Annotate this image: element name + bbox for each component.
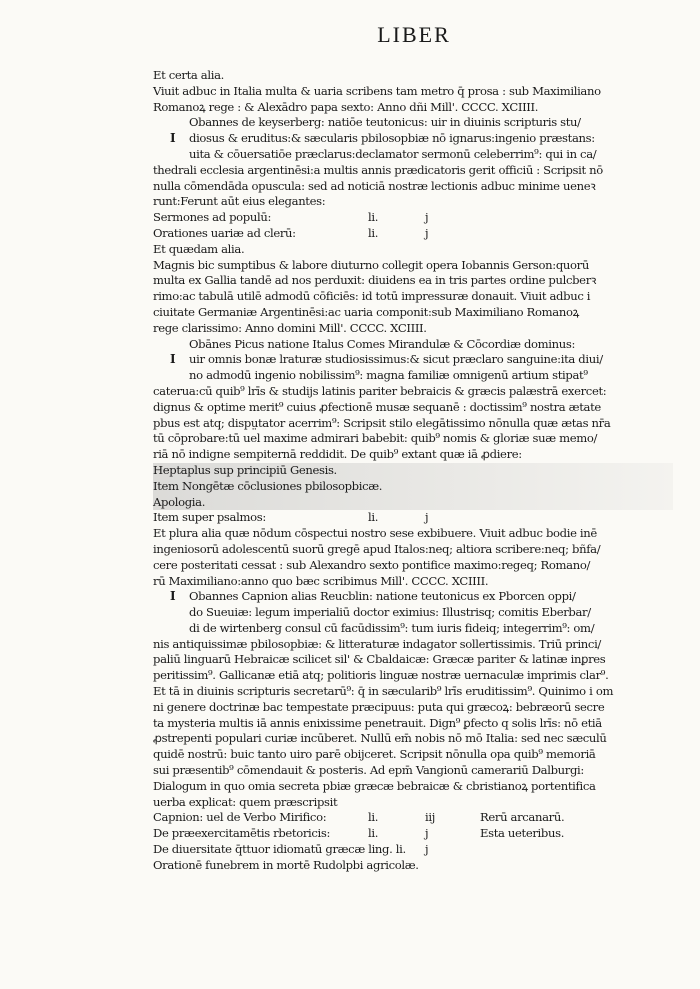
line-text: De præexercitamētis rbetoricis: bbox=[153, 826, 331, 841]
line-text: Obannes Capnion alias Reucblin: natione teutonicus ex Pborcen oppi/ bbox=[189, 589, 576, 604]
text-line bbox=[153, 226, 673, 242]
line-text: ta mysteria multis iā annis enixissime penetrauit. Dign⁹ ꝑfecto q solis lrīs: nō etiā bbox=[153, 715, 602, 730]
text-line bbox=[153, 684, 673, 700]
book-count-label: li. bbox=[368, 225, 379, 240]
text-line bbox=[153, 305, 673, 321]
text-line bbox=[153, 352, 673, 368]
text-line bbox=[153, 810, 673, 826]
text-line bbox=[153, 605, 673, 621]
book-count-value: j bbox=[425, 510, 429, 525]
text-line bbox=[153, 147, 673, 163]
text-line bbox=[153, 258, 673, 274]
line-text: do Sueuiæ: legum imperialiū doctor eximius: Illustrisq; comitis Eberbar/ bbox=[189, 605, 591, 620]
line-text: diosus & eruditus:& sæcularis pbilosopbiæ nō ignarus:ingenio præstans: bbox=[189, 131, 595, 146]
line-text: quidē nostrū: buic tanto uiro parē obijceret. Scripsit nōnulla opa quib⁹ memoriā bbox=[153, 747, 596, 762]
book-count-value: j bbox=[425, 225, 429, 240]
line-text: uir omnis bonæ lraturæ studiosissimus:& sicut præclaro sanguine:ita diui/ bbox=[189, 352, 603, 367]
line-text: Apologia. bbox=[153, 494, 206, 509]
text-line bbox=[153, 416, 673, 432]
text-line bbox=[153, 431, 673, 447]
line-text: Et tā in diuinis scripturis secretarū⁹: q̄ in sæcularib⁹ lrīs eruditissim⁹. Quinimo i om bbox=[153, 684, 614, 699]
book-count-label: li. bbox=[368, 210, 379, 225]
line-text: Item super psalmos: bbox=[153, 510, 266, 525]
line-text: ꝓstrepenti populari curiæ incūberet. Nullū em̄ nobis nō mō Italia: sed nec sæculū bbox=[153, 731, 607, 746]
line-text: nis antiquissimæ pbilosopbiæ: & litteraturæ indagator sollertissimis. Triū princi/ bbox=[153, 636, 601, 651]
line-text: pbus est atq; dispṳtator acerrim⁹: Scripsit stilo elegātissimo nōnulla quæ ætas nr̄a bbox=[153, 415, 611, 430]
line-text: Obānes Picus natione Italus Comes Mirandulæ & Cōcordiæ dominus: bbox=[189, 336, 576, 351]
line-text: tū cōprobare:tū uel maxime admirari babebit: quib⁹ nomis & gloriæ suæ memo/ bbox=[153, 431, 598, 446]
text-line bbox=[153, 100, 673, 116]
line-text: nulla cōmendāda opuscula: sed ad noticiā nostræ lectionis adbuc minime ueneꝛ bbox=[153, 178, 596, 193]
text-line bbox=[153, 337, 673, 353]
line-text: ingeniosorū adolescentū suorū gregē apud Italos:neq; altiora scribere:neq; bñfa/ bbox=[153, 541, 601, 556]
book-count-label: li. bbox=[368, 826, 379, 841]
line-text: peritissim⁹. Gallicanæ etiā atq; politioris linguæ nostræ uernaculæ imprimis clar⁹. bbox=[153, 668, 609, 683]
text-line bbox=[153, 731, 673, 747]
text-line bbox=[153, 842, 673, 858]
text-line bbox=[153, 542, 673, 558]
line-text: dignus & optime merit⁹ cuius ꝓfectionē musæ sequanē : doctissim⁹ nostra ætate bbox=[153, 399, 601, 414]
page-header bbox=[0, 22, 700, 48]
text-line bbox=[153, 574, 673, 590]
line-text: Item Nongētæ cōclusiones pbilosopbicæ. bbox=[153, 478, 383, 493]
line-text: runt:Ferunt aūt eius elegantes: bbox=[153, 194, 326, 209]
line-text: thedrali ecclesia argentinēsi:a multis annis prædicatoris gerit officiū : Scripsit nō bbox=[153, 162, 603, 177]
text-line bbox=[153, 179, 673, 195]
incipit-text: Esta ueteribus. bbox=[480, 826, 565, 841]
line-text: De diuersitate q̄ttuor idiomatū græcæ ling. li. bbox=[153, 842, 406, 857]
text-line bbox=[153, 68, 673, 84]
text-line bbox=[153, 716, 673, 732]
text-line bbox=[153, 558, 673, 574]
line-text: no admodū ingenio nobilissim⁹: magna familiæ omnigenū artium stipat⁹ bbox=[189, 368, 588, 383]
text-line bbox=[153, 84, 673, 100]
drop-initial: I bbox=[170, 131, 176, 145]
book-count-label: li. bbox=[368, 810, 379, 825]
line-text: rege clarissimo: Anno domini Mill'. CCCC. XCIIII. bbox=[153, 320, 427, 335]
line-text: ciuitate Germaniæ Argentinēsi:ac uaria componit:sub Maximiliano Romanoꝝ bbox=[153, 304, 579, 319]
text-line bbox=[153, 400, 673, 416]
text-line bbox=[153, 131, 673, 147]
line-text: Viuit adbuc in Italia multa & uaria scribens tam metro q̄ prosa : sub Maximiliano bbox=[153, 83, 601, 98]
line-text: riā nō indigne sempiternā reddidit. De quib⁹ extant quæ iā ꝓdiere: bbox=[153, 447, 522, 462]
line-text: uita & cōuersatiōe præclarus:declamator sermonū celeberrim⁹: qui in ca/ bbox=[189, 146, 597, 161]
line-text: multa ex Gallia tandē ad nos perduxit: diuidens ea in tris partes ordine pulcberꝛ bbox=[153, 273, 597, 288]
line-text: ni genere doctrinæ bac tempestate præcipuus: puta qui græcoꝝ: bebræorū secre bbox=[153, 699, 605, 714]
line-text: Orationē funebrem in mortē Rudolpbi agricolæ. bbox=[153, 857, 419, 872]
book-count-value: iij bbox=[425, 810, 435, 825]
book-count-value: j bbox=[425, 826, 429, 841]
text-line bbox=[153, 242, 673, 258]
line-text: Et certa alia. bbox=[153, 68, 224, 82]
text-line bbox=[153, 858, 673, 874]
line-text: Et quædam alia. bbox=[153, 241, 245, 256]
text-line bbox=[153, 115, 673, 131]
line-text: uerba explicat: quem præscripsit bbox=[153, 794, 338, 809]
line-text: Orationes uariæ ad clerū: bbox=[153, 225, 296, 240]
text-line bbox=[153, 289, 673, 305]
text-line bbox=[153, 526, 673, 542]
book-count-value: j bbox=[425, 210, 429, 225]
drop-initial: I bbox=[170, 352, 176, 366]
text-line bbox=[153, 479, 673, 495]
text-line bbox=[153, 384, 673, 400]
line-text: Capnion: uel de Verbo Mirifico: bbox=[153, 810, 327, 825]
line-text: rimo:ac tabulā utilē admodū cōficiēs: id totū impressuræ donauit. Viuit adbuc i bbox=[153, 289, 591, 304]
text-line bbox=[153, 779, 673, 795]
text-line bbox=[153, 637, 673, 653]
line-text: Obannes de keyserberg: natiōe teutonicus: uir in diuinis scripturis stu/ bbox=[189, 115, 581, 130]
line-text: Sermones ad populū: bbox=[153, 210, 272, 225]
line-text: Et plura alia quæ nōdum cōspectui nostro sese exbibuere. Viuit adbuc bodie inē bbox=[153, 526, 597, 541]
incipit-text: Rerū arcanarū. bbox=[480, 810, 565, 825]
text-block bbox=[153, 68, 673, 874]
text-line bbox=[153, 763, 673, 779]
text-line bbox=[153, 495, 673, 511]
text-line bbox=[153, 668, 673, 684]
text-line bbox=[153, 700, 673, 716]
text-line bbox=[153, 321, 673, 337]
line-text: sui præsentib⁹ cōmendauit & posteris. Ad epm̄ Vangionū camerariū Dalburgi: bbox=[153, 763, 584, 778]
text-line bbox=[153, 621, 673, 637]
text-line bbox=[153, 210, 673, 226]
line-text: paliū linguarū Hebraicæ scilicet sil' & Cbaldaicæ: Græcæ pariter & latinæ inꝑres bbox=[153, 652, 606, 667]
text-line bbox=[153, 747, 673, 763]
book-count-label: li. bbox=[368, 510, 379, 525]
line-text: caterua:cū quib⁹ lrīs & studijs latinis pariter bebraicis & græcis palæstrā exercet: bbox=[153, 383, 607, 398]
line-text: rū Maximiliano:anno quo bæc scribimus Mill'. CCCC. XCIIII. bbox=[153, 573, 489, 588]
text-line bbox=[153, 368, 673, 384]
text-line bbox=[153, 447, 673, 463]
text-line bbox=[153, 463, 673, 479]
text-line bbox=[153, 826, 673, 842]
line-text: Romanoꝝ rege : & Alexādro papa sexto: Anno dñi Mill'. CCCC. XCIIII. bbox=[153, 99, 539, 114]
drop-initial: I bbox=[170, 589, 176, 603]
text-line bbox=[153, 510, 673, 526]
text-line bbox=[153, 652, 673, 668]
line-text: di de wirtenberg consul cū facūdissim⁹: tum iuris fideiq; integerrim⁹: om/ bbox=[189, 620, 595, 635]
line-text: cere posteritati cessat : sub Alexandro sexto pontifice maximo:regeq; Romano/ bbox=[153, 557, 590, 572]
text-line bbox=[153, 163, 673, 179]
line-text: Dialogum in quo omia secreta pbiæ græcæ bebraicæ & cbristianoꝝ portentifica bbox=[153, 778, 596, 793]
text-line bbox=[153, 589, 673, 605]
text-line bbox=[153, 795, 673, 811]
running-title: LIBER bbox=[377, 22, 451, 47]
text-line bbox=[153, 194, 673, 210]
line-text: Heptaplus sup principiū Genesis. bbox=[153, 462, 337, 477]
text-line bbox=[153, 273, 673, 289]
line-text: Magnis bic sumptibus & labore diuturno collegit opera Iobannis Gerson:quorū bbox=[153, 257, 589, 272]
book-count-value: j bbox=[425, 842, 429, 857]
